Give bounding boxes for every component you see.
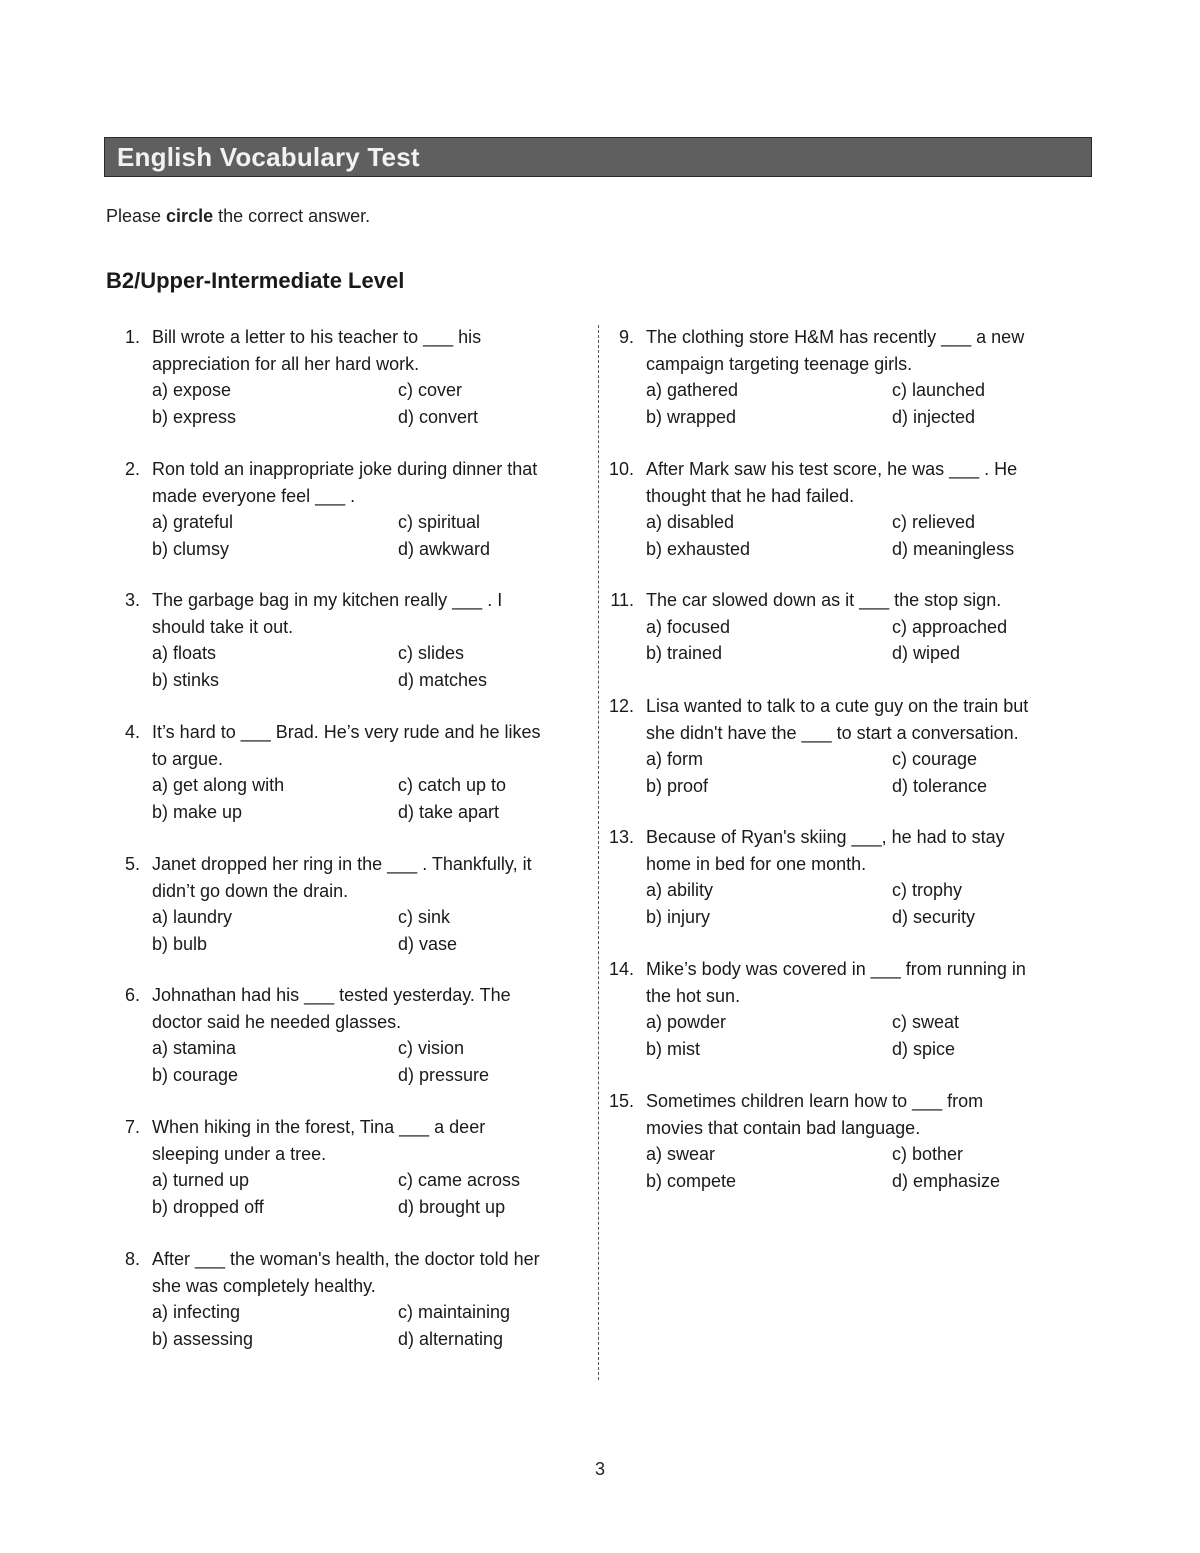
instruction xyxy=(106,206,370,227)
answer-options xyxy=(646,614,1040,667)
question-8 xyxy=(106,1246,546,1352)
question-number: 5. xyxy=(124,854,140,874)
option-b[interactable]: b) injury xyxy=(646,906,711,927)
option-b[interactable]: b) mist xyxy=(646,1038,700,1059)
option-c[interactable]: c) courage xyxy=(892,749,978,769)
question-2 xyxy=(106,456,546,562)
question-number: 12. xyxy=(608,696,634,716)
question-5 xyxy=(106,851,546,957)
question-10 xyxy=(600,456,1040,562)
option-d[interactable]: d) injected xyxy=(892,406,976,427)
option-b[interactable]: b) make up xyxy=(152,801,243,822)
question-14 xyxy=(600,956,1040,1062)
option-c[interactable]: c) catch up to xyxy=(398,775,507,795)
question-stem: When hiking in the forest, Tina ___ a deer sleeping under a tree. xyxy=(152,1117,486,1164)
option-a[interactable]: a) turned up xyxy=(152,1170,250,1190)
answer-options xyxy=(152,1167,546,1220)
option-d[interactable]: d) brought up xyxy=(398,1196,506,1217)
question-number: 2. xyxy=(124,459,140,479)
question-stem: After ___ the woman's health, the doctor told her she was completely healthy. xyxy=(152,1249,540,1296)
instruction-text-pre: Please xyxy=(106,206,167,226)
option-a[interactable]: a) ability xyxy=(646,880,714,900)
question-stem: Ron told an inappropriate joke during dinner that made everyone feel ___ . xyxy=(152,459,538,506)
instruction-text-post: the correct answer. xyxy=(213,206,371,226)
option-c[interactable]: c) cover xyxy=(398,380,463,400)
option-c[interactable]: c) maintaining xyxy=(398,1302,511,1322)
option-c[interactable]: c) vision xyxy=(398,1038,465,1058)
question-number: 3. xyxy=(124,590,140,610)
option-a[interactable]: a) form xyxy=(646,749,704,769)
option-d[interactable]: d) emphasize xyxy=(892,1170,1001,1191)
question-stem: Sometimes children learn how to ___ from movies that contain bad language. xyxy=(646,1091,984,1138)
option-b[interactable]: b) exhausted xyxy=(646,538,751,559)
answer-options xyxy=(646,746,1040,799)
option-d[interactable]: d) pressure xyxy=(398,1064,490,1085)
question-stem: The clothing store H&M has recently ___ a new campaign targeting teenage girls. xyxy=(646,327,1025,374)
option-b[interactable]: b) trained xyxy=(646,643,723,663)
option-c[interactable]: c) approached xyxy=(892,616,1008,637)
option-c[interactable]: c) trophy xyxy=(892,880,963,900)
question-number: 10. xyxy=(608,459,634,479)
question-3 xyxy=(106,587,546,693)
answer-options xyxy=(152,1035,546,1088)
question-stem: The garbage bag in my kitchen really ___ . I should take it out. xyxy=(152,590,503,637)
option-b[interactable]: b) clumsy xyxy=(152,538,230,559)
option-a[interactable]: a) infecting xyxy=(152,1302,241,1322)
question-number: 15. xyxy=(608,1091,634,1111)
answer-options xyxy=(646,377,1040,430)
question-stem: Janet dropped her ring in the ___ . Thankfully, it didn’t go down the drain. xyxy=(152,854,532,901)
question-stem: Because of Ryan's skiing ___, he had to stay home in bed for one month. xyxy=(646,827,1005,874)
question-stem: It’s hard to ___ Brad. He’s very rude and he likes to argue. xyxy=(152,722,541,769)
question-number: 13. xyxy=(608,827,634,847)
option-a[interactable]: a) gathered xyxy=(646,380,739,400)
question-15 xyxy=(600,1088,1040,1194)
question-stem: Johnathan had his ___ tested yesterday. The doctor said he needed glasses. xyxy=(152,985,511,1032)
answer-options xyxy=(646,877,1040,930)
option-a[interactable]: a) focused xyxy=(646,616,731,637)
question-number: 1. xyxy=(124,327,140,347)
option-b[interactable]: b) proof xyxy=(646,775,709,796)
option-a[interactable]: a) grateful xyxy=(152,512,234,532)
option-d[interactable]: d) meaningless xyxy=(892,538,1015,559)
answer-options xyxy=(152,377,546,430)
option-d[interactable]: d) alternating xyxy=(398,1328,504,1349)
title-bar xyxy=(104,137,1092,177)
option-c[interactable]: c) slides xyxy=(398,643,465,663)
column-divider xyxy=(598,325,599,1380)
answer-options xyxy=(646,1009,1040,1062)
question-stem: Lisa wanted to talk to a cute guy on the train but she didn't have the ___ to start a conversation. xyxy=(646,696,1029,743)
option-c[interactable]: c) sweat xyxy=(892,1012,960,1032)
option-c[interactable]: c) spiritual xyxy=(398,512,481,532)
option-a[interactable]: a) disabled xyxy=(646,512,735,532)
option-a[interactable]: a) floats xyxy=(152,643,217,663)
question-number: 6. xyxy=(124,985,140,1005)
question-number: 4. xyxy=(124,722,140,742)
option-d[interactable]: d) vase xyxy=(398,933,458,954)
question-11 xyxy=(600,587,1040,667)
page-number: 3 xyxy=(594,1459,605,1479)
answer-options xyxy=(152,509,546,562)
answer-options xyxy=(152,640,546,693)
answer-options xyxy=(646,509,1040,562)
question-6 xyxy=(106,982,546,1088)
level-heading: B2/Upper-Intermediate Level xyxy=(106,268,405,293)
question-12 xyxy=(600,693,1040,799)
option-d[interactable]: d) take apart xyxy=(398,801,500,822)
option-d[interactable]: d) convert xyxy=(398,406,479,427)
answer-options xyxy=(646,1141,1040,1194)
option-d[interactable]: d) awkward xyxy=(398,538,491,559)
option-c[interactable]: c) bother xyxy=(892,1144,964,1164)
option-c[interactable]: c) sink xyxy=(398,907,451,927)
question-4 xyxy=(106,719,546,825)
option-a[interactable]: a) get along with xyxy=(152,775,285,795)
question-number: 11. xyxy=(610,590,634,610)
option-d[interactable]: d) spice xyxy=(892,1038,956,1059)
option-d[interactable]: d) security xyxy=(892,906,976,927)
question-stem: After Mark saw his test score, he was ___ . He thought that he had failed. xyxy=(646,459,1018,506)
question-number: 7. xyxy=(124,1117,140,1137)
option-c[interactable]: c) launched xyxy=(892,380,986,400)
question-1 xyxy=(106,324,546,430)
option-c[interactable]: c) came across xyxy=(398,1170,521,1190)
option-d[interactable]: d) tolerance xyxy=(892,775,988,796)
option-b[interactable]: b) wrapped xyxy=(646,406,737,427)
question-number: 8. xyxy=(124,1249,140,1269)
question-number: 9. xyxy=(618,327,634,347)
option-b[interactable]: b) stinks xyxy=(152,669,220,690)
question-stem: The car slowed down as it ___ the stop sign. xyxy=(646,590,1002,610)
question-stem: Bill wrote a letter to his teacher to ___ his appreciation for all her hard work. xyxy=(152,327,482,374)
question-stem: Mike’s body was covered in ___ from running in the hot sun. xyxy=(646,959,1026,1006)
option-d[interactable]: d) wiped xyxy=(892,643,961,663)
instruction-text-bold: circle xyxy=(166,206,214,226)
option-b[interactable]: b) bulb xyxy=(152,933,208,954)
option-a[interactable]: a) laundry xyxy=(152,907,233,927)
option-a[interactable]: a) powder xyxy=(646,1012,727,1032)
page-title: English Vocabulary Test xyxy=(117,142,420,172)
question-13 xyxy=(600,824,1040,930)
option-a[interactable]: a) stamina xyxy=(152,1038,237,1058)
question-9 xyxy=(600,324,1040,430)
option-c[interactable]: c) relieved xyxy=(892,512,976,532)
option-b[interactable]: b) express xyxy=(152,406,237,427)
question-7 xyxy=(106,1114,546,1220)
option-b[interactable]: b) compete xyxy=(646,1170,737,1191)
option-b[interactable]: b) courage xyxy=(152,1064,239,1085)
answer-options xyxy=(152,772,546,825)
answer-options xyxy=(152,904,546,957)
option-b[interactable]: b) dropped off xyxy=(152,1196,264,1217)
option-a[interactable]: a) expose xyxy=(152,380,232,400)
question-number: 14. xyxy=(608,959,634,979)
option-d[interactable]: d) matches xyxy=(398,669,488,690)
option-b[interactable]: b) assessing xyxy=(152,1328,254,1349)
option-a[interactable]: a) swear xyxy=(646,1144,716,1164)
answer-options xyxy=(152,1299,546,1352)
